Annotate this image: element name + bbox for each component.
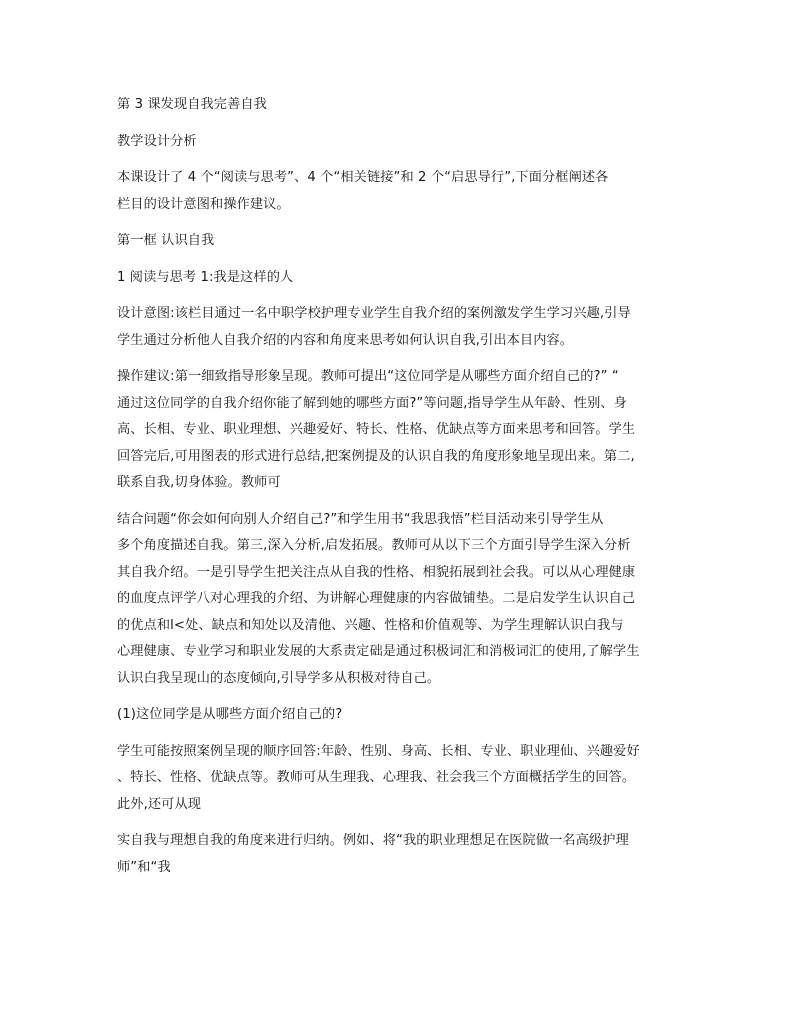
continuation-line: 其自我介绍。一是引导学生把关注点从自我的性格、相貌拓展到社会我。可以从心理健康 (117, 564, 636, 580)
design-intent-paragraph (117, 301, 683, 354)
design-intent-line: 学生通过分析他人自我介绍的内容和角度来思考如何认识自我,引出本目内容。 (117, 332, 574, 348)
operation-line: 通过这位同学的自我介绍你能了解到她的哪些方面?”等问题,指导学生从年龄、性别、身 (117, 395, 627, 411)
answer-line: 、特长、性格、优缺点等。教师可从生理我、心理我、社会我三个方面概括学生的回答。 (117, 770, 636, 785)
continuation-line: 心理健康、专业学习和职业发展的大系责定础是通过积极词汇和消极词汇的使用,了解学生 (117, 644, 640, 659)
final-line: 师”和“我 (117, 859, 171, 875)
continuation-line: 的血度点评学八对心理我的介绍、为讲解心理健康的内容做铺垫。二是启发学生认识自己 (117, 591, 636, 606)
continuation-line: 结合问题“你会如何向别人介绍自己?”和学生用书“我思我悟”栏目活动来引导学生从 (117, 511, 604, 527)
operation-line: 操作建议:第一细致指导形象呈现。教师可提出“这位同学是从哪些方面介绍自己的?” “ (117, 369, 619, 384)
continuation-paragraph (117, 507, 683, 693)
question-heading: (1)这位同学是从哪些方面介绍自己的? (117, 707, 343, 722)
intro-paragraph (117, 165, 683, 218)
section-heading: 教学设计分析 (117, 133, 197, 149)
answer-paragraph (117, 739, 683, 819)
continuation-line: 的优点和l<处、缺点和知处以及清他、兴趣、性格和价值观等、为学生理解认识白我与 (117, 617, 624, 633)
operation-line: 联系自我,切身体验。教师可 (117, 475, 281, 490)
document-page (117, 92, 683, 881)
continuation-line: 认识白我呈现山的态度倾向,引导学多从积极对待自己。 (117, 670, 441, 686)
frame-heading: 第一框 认识自我 (117, 233, 215, 248)
answer-line: 学生可能按照案例呈现的顺序回答:年龄、性别、身高、长相、专业、职业理仙、兴趣爱好 (117, 743, 640, 759)
lesson-title: 第 3 课发现自我完善自我 (117, 97, 267, 112)
answer-line: 此外,还可从现 (117, 796, 202, 812)
subheading: 1 阅读与思考 1:我是这样的人 (117, 269, 294, 285)
operation-line: 高、长相、专业、职业理想、兴趣爱好、特长、性格、优缺点等方面来思考和回答。学生 (117, 422, 636, 437)
intro-line: 栏目的设计意图和操作建议。 (117, 196, 290, 212)
intro-line: 本课设计了 4 个“阅读与思考”、4 个“相关链接”和 2 个“启思导行”,下面分框阐述各 (117, 170, 609, 185)
operation-line: 回答完后,可用图表的形式进行总结,把案例提及的认识自我的角度形象地呈现出来。第二, (117, 448, 635, 464)
continuation-line: 多个角度描述自我。第三,深入分析,启发拓展。教师可从以下三个方面引导学生深入分析 (117, 538, 631, 553)
design-intent-line: 设计意图:该栏目通过一名中职学校护理专业学生自我介绍的案例激发学生学习兴趣,引导 (117, 306, 631, 321)
final-line: 实自我与理想自我的角度来进行归纳。例如、将“我的职业理想足在医院做一名高级护理 (117, 833, 629, 848)
operation-paragraph (117, 364, 683, 497)
final-paragraph (117, 828, 683, 881)
